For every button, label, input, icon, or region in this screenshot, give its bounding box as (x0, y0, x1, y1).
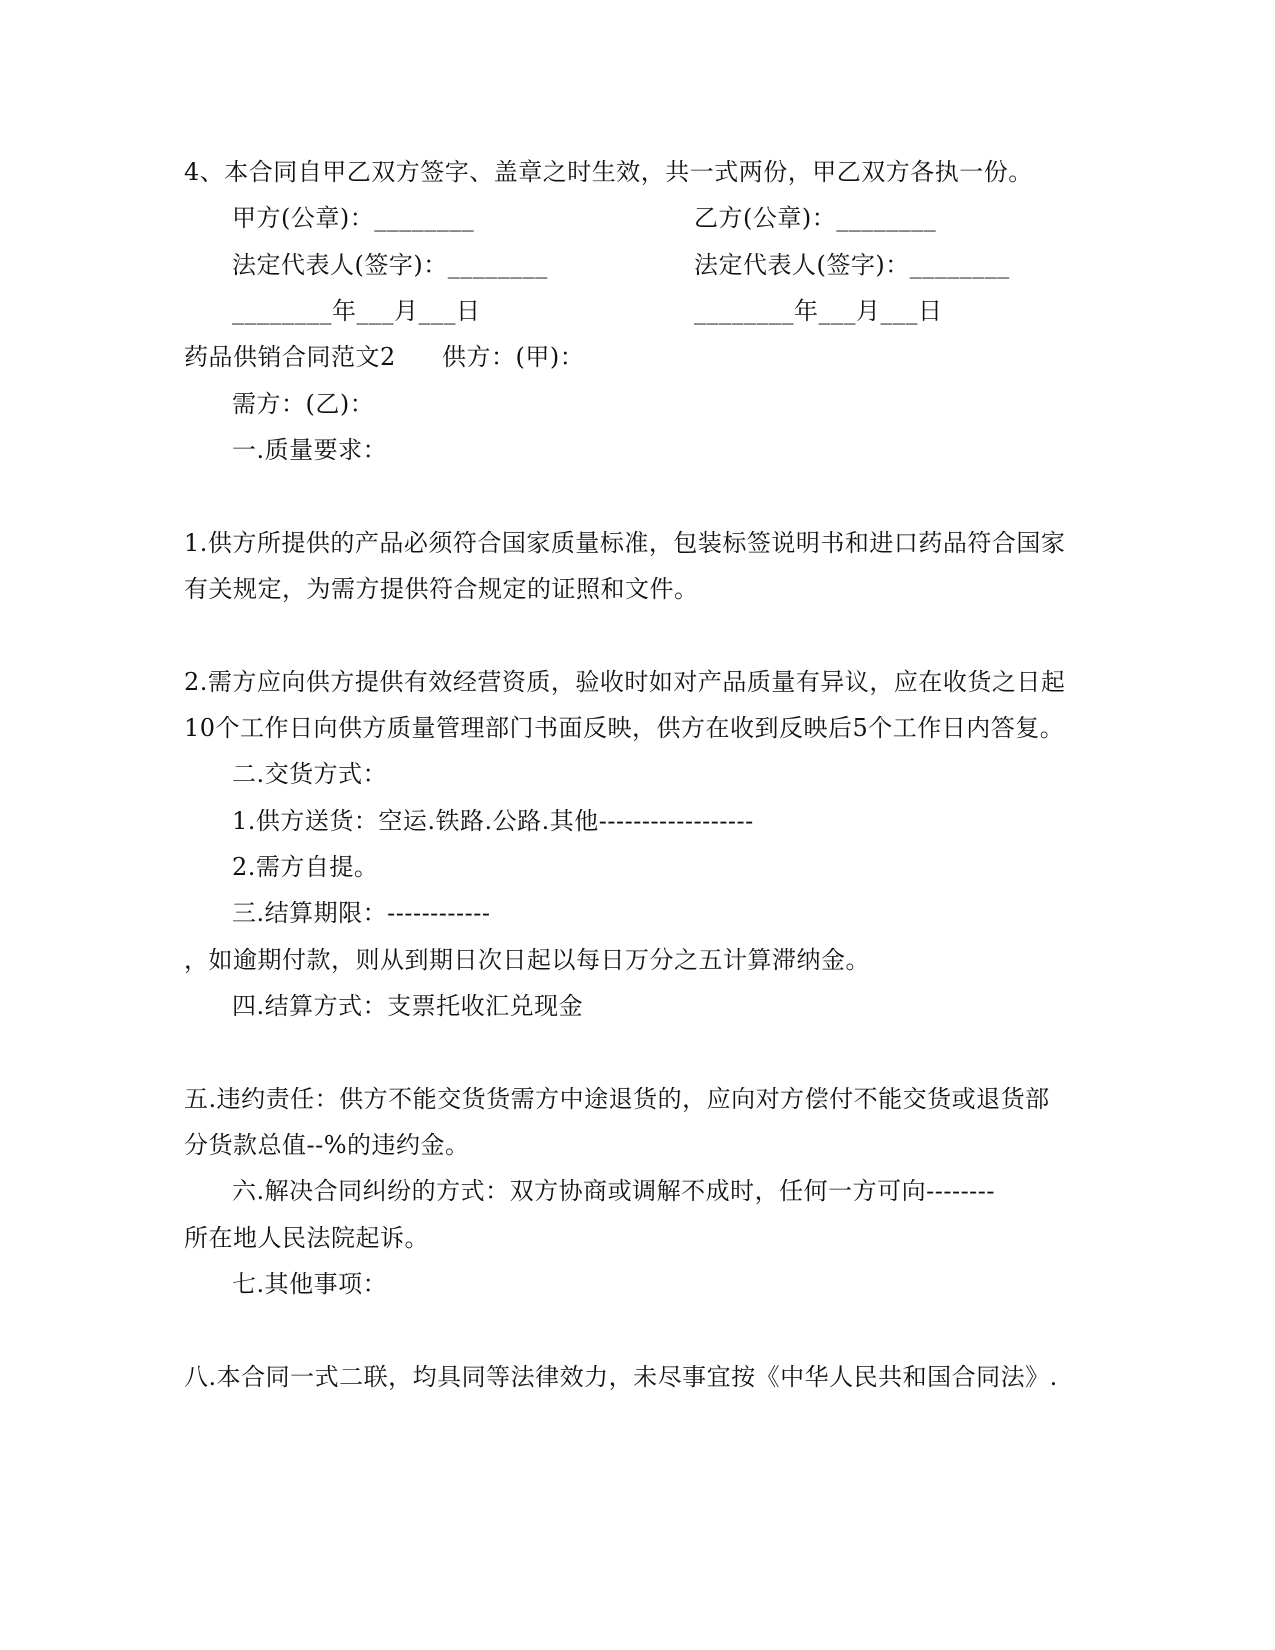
party-a-seal: 甲方(公章)：________ (232, 204, 475, 232)
section-1-para-1-line-1: 1.供方所提供的产品必须符合国家质量标准，包装标签说明书和进口药品符合国家 (184, 529, 1066, 557)
section-8-line: 八.本合同一式二联，均具同等法律效力，未尽事宜按《中华人民共和国合同法》. (184, 1363, 1058, 1391)
section-5-line-1: 五.违约责任：供方不能交货货需方中途退货的，应向对方偿付不能交货或退货部 (184, 1085, 1050, 1113)
section-2-item-2: 2.需方自提。 (232, 853, 379, 881)
section-3-heading: 三.结算期限：------------ (232, 899, 491, 927)
party-a-representative: 法定代表人(签字)：________ (232, 251, 548, 279)
party-b-seal: 乙方(公章)：________ (694, 204, 937, 232)
contract2-title: 药品供销合同范文2 (184, 343, 396, 371)
section-3-line: ，如逾期付款，则从到期日次日起以每日万分之五计算滞纳金。 (184, 946, 870, 974)
party-a-date: ________年___月___日 (232, 297, 481, 325)
section-1-para-2-line-1: 2.需方应向供方提供有效经营资质，验收时如对产品质量有异议，应在收货之日起 (184, 668, 1066, 696)
section-7-heading: 七.其他事项： (232, 1270, 388, 1298)
section-1-heading: 一.质量要求： (232, 436, 388, 464)
section-5-line-2: 分货款总值--%的违约金。 (184, 1131, 470, 1159)
section-1-para-1-line-2: 有关规定，为需方提供符合规定的证照和文件。 (184, 575, 699, 603)
section-6-line-1: 六.解决合同纠纷的方式：双方协商或调解不成时，任何一方可向-------- (232, 1177, 996, 1205)
party-b-representative: 法定代表人(签字)：________ (694, 251, 1010, 279)
section-2-item-1: 1.供方送货：空运.铁路.公路.其他------------------ (232, 807, 754, 835)
clause-4: 4、本合同自甲乙双方签字、盖章之时生效，共一式两份，甲乙双方各执一份。 (184, 158, 1033, 186)
section-2-heading: 二.交货方式： (232, 760, 388, 788)
section-1-para-2-line-2: 10个工作日向供方质量管理部门书面反映，供方在收到反映后5个工作日内答复。 (184, 714, 1065, 742)
supplier-line: 供方：(甲)： (442, 343, 585, 371)
buyer-line: 需方：(乙)： (232, 390, 375, 418)
section-4-heading: 四.结算方式：支票托收汇兑现金 (232, 992, 584, 1020)
party-b-date: ________年___月___日 (694, 297, 943, 325)
section-6-line-2: 所在地人民法院起诉。 (184, 1224, 429, 1252)
